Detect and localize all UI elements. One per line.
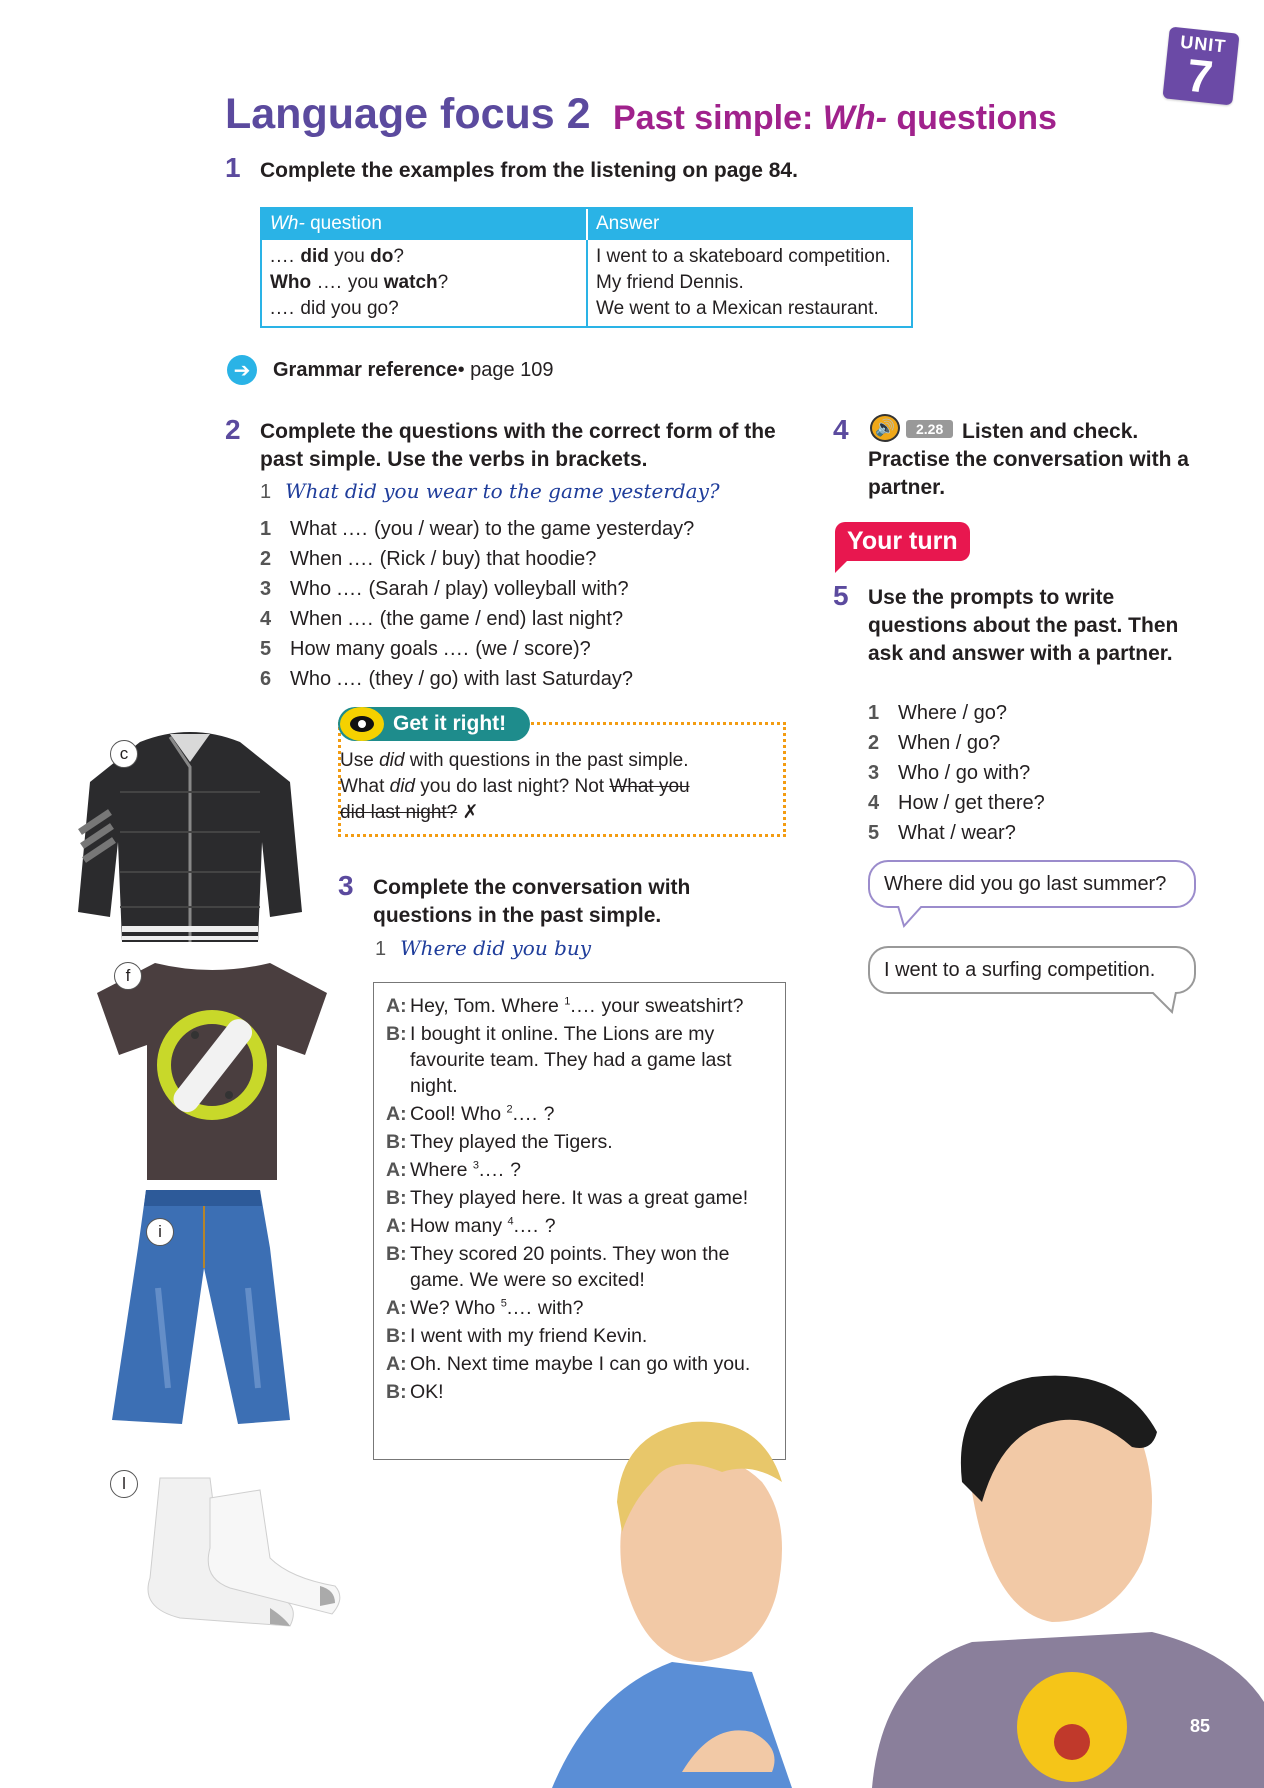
exercise-4-instruction-rest: Practise the conversation with a partner. xyxy=(868,448,1189,499)
dialogue-segment: How many xyxy=(410,1215,508,1237)
item-text: How many goals xyxy=(290,638,438,660)
exercise-1-number: 1 xyxy=(225,152,241,183)
wh-question-table xyxy=(260,207,913,328)
get-it-right-text xyxy=(340,748,780,826)
gap-dots: .... xyxy=(513,1215,540,1237)
item-number: 2 xyxy=(260,548,272,570)
exercise-1-instruction: Complete the examples from the listening on page 84. xyxy=(260,159,798,182)
image-label-f: f xyxy=(114,962,142,990)
list-item xyxy=(868,788,1045,818)
dialogue-line xyxy=(386,1213,775,1239)
item-number: 6 xyxy=(260,668,272,690)
bold-word: did xyxy=(295,246,329,267)
speaker-label: A: xyxy=(386,995,407,1017)
dialogue-text xyxy=(410,1295,583,1321)
plain-text: ? xyxy=(437,272,449,293)
exercise-2-instruction: Complete the questions with the correct form of the past simple. Use the verbs in brackets. xyxy=(260,420,776,471)
jacket-image xyxy=(70,712,310,952)
dialogue-segment: They played here. It was a great game! xyxy=(410,1187,749,1209)
unit-badge xyxy=(1162,27,1239,106)
plain-text: with questions in the past simple. xyxy=(404,750,689,771)
item-number: 1 xyxy=(868,702,880,724)
dialogue-line xyxy=(386,1241,775,1293)
dialogue-segment: OK! xyxy=(410,1381,444,1403)
speaker-label: B: xyxy=(386,1131,407,1153)
subtitle-part2: questions xyxy=(886,99,1057,137)
speech-bubble-tail xyxy=(1150,992,1180,1014)
dialogue-text xyxy=(410,1379,444,1405)
dialogue-segment: with? xyxy=(532,1297,584,1319)
example-answer: Where did you buy xyxy=(400,936,592,960)
page-title: Language focus 2 xyxy=(225,90,591,138)
unit-word: UNIT xyxy=(1179,31,1228,57)
eye-icon xyxy=(340,707,384,741)
dialogue-text xyxy=(410,1157,521,1183)
exercise-3-number: 3 xyxy=(338,870,354,901)
list-item xyxy=(260,664,694,694)
table-answer-2: My friend Dennis. xyxy=(596,272,744,293)
dialogue-segment: They scored 20 points. They won the game. We were so excited! xyxy=(410,1243,730,1291)
list-item xyxy=(260,544,694,574)
table-header-answer: Answer xyxy=(596,213,660,234)
list-item xyxy=(868,758,1045,788)
gap-dots: .... xyxy=(506,1297,533,1319)
item-text: Who / go with? xyxy=(898,762,1031,784)
plain-text: you xyxy=(328,246,371,267)
image-label-c: c xyxy=(110,740,138,768)
gap-dots: .... xyxy=(311,272,343,293)
item-text: Who xyxy=(290,578,332,600)
item-number: 4 xyxy=(868,792,880,814)
header-rest: question xyxy=(304,213,382,234)
speaker-label: B: xyxy=(386,1381,407,1403)
italic-text: did xyxy=(379,750,405,771)
dialogue-segment: We? Who xyxy=(410,1297,501,1319)
subtitle-part1: Past simple: xyxy=(613,99,823,137)
plain-text: you do last night? Not xyxy=(414,776,610,797)
arrow-right-icon: ➔ xyxy=(227,355,257,385)
dialogue-segment: ? xyxy=(538,1103,555,1125)
exercise-4-instruction-line1: Listen and check. xyxy=(962,420,1139,443)
gap-number: 2 xyxy=(506,1103,513,1116)
list-item xyxy=(260,574,694,604)
jeans-image xyxy=(108,1188,298,1428)
grammar-reference-page: • page 109 xyxy=(457,358,554,381)
speaker-label: B: xyxy=(386,1325,407,1347)
audio-speaker-icon[interactable]: 🔊 xyxy=(870,414,900,442)
bold-word: Who xyxy=(270,272,312,293)
item-number: 5 xyxy=(260,638,272,660)
table-question-1 xyxy=(270,244,578,270)
grammar-reference-label: Grammar reference xyxy=(273,358,458,381)
speaker-label: A: xyxy=(386,1103,407,1125)
exercise-4-number: 4 xyxy=(833,414,849,445)
speaker-label: A: xyxy=(386,1215,407,1237)
table-answer-1: I went to a skateboard competition. xyxy=(596,246,891,267)
gap-number: 3 xyxy=(472,1159,479,1172)
struck-text: did last night? xyxy=(340,802,458,823)
exercise-5-instruction: Use the prompts to write questions about the past. Then ask and answer with a partner. xyxy=(868,586,1179,665)
item-text: When / go? xyxy=(898,732,1001,754)
get-it-right-label: Get it right! xyxy=(338,707,530,741)
gap-dots: .... xyxy=(347,548,375,570)
plain-text: What xyxy=(340,776,390,797)
dialogue-text xyxy=(410,1101,555,1127)
boys-illustration xyxy=(552,1372,1264,1788)
table-answer-3: We went to a Mexican restaurant. xyxy=(596,298,879,319)
exercise-2-list xyxy=(260,514,694,694)
dialogue-segment: your sweatshirt? xyxy=(596,995,744,1017)
dialogue-segment: They played the Tigers. xyxy=(410,1131,613,1153)
socks-image xyxy=(120,1468,345,1633)
plain-text: did you go? xyxy=(295,298,399,319)
speaker-label: B: xyxy=(386,1023,407,1045)
answer-column xyxy=(588,240,899,326)
dialogue-segment: Oh. Next time maybe I can go with you. xyxy=(410,1353,751,1375)
item-number: 2 xyxy=(868,732,880,754)
exercise-5-list xyxy=(868,698,1045,848)
page-number: 85 xyxy=(1190,1716,1211,1736)
dialogue-text xyxy=(410,1213,556,1239)
dialogue-line xyxy=(386,1129,775,1155)
list-item xyxy=(868,728,1045,758)
list-item xyxy=(260,514,694,544)
gap-dots: .... xyxy=(478,1159,505,1181)
table-header-question xyxy=(262,209,588,240)
dialogue-line xyxy=(386,1295,775,1321)
item-text: (we / score)? xyxy=(469,638,591,660)
item-text: (the game / end) last night? xyxy=(374,608,624,630)
example-number: 1 xyxy=(260,481,272,503)
gap-dots: .... xyxy=(347,608,375,630)
exercise-5-number: 5 xyxy=(833,580,849,611)
plain-text: ? xyxy=(393,246,404,267)
bold-word: do xyxy=(370,246,394,267)
gap-dots: .... xyxy=(270,246,296,267)
dialogue-text xyxy=(410,1129,613,1155)
dialogue-text xyxy=(410,1021,775,1099)
dialogue-text xyxy=(410,1185,748,1211)
speech-bubble-tail xyxy=(896,906,926,928)
item-text: Who xyxy=(290,668,332,690)
gap-dots: .... xyxy=(336,668,363,690)
dialogue-line xyxy=(386,1323,775,1349)
item-text: What xyxy=(290,518,337,540)
example-answer: What did you wear to the game yesterday? xyxy=(285,479,720,503)
bold-word: watch xyxy=(383,272,438,293)
item-text: (Rick / buy) that hoodie? xyxy=(374,548,597,570)
gir-line-2 xyxy=(340,774,780,800)
exercise-2-example xyxy=(260,479,720,504)
dialogue-segment: Where xyxy=(410,1159,473,1181)
dialogue-text xyxy=(410,993,743,1019)
header-italic: Wh- xyxy=(270,213,305,234)
question-column xyxy=(262,240,588,326)
italic-text: did xyxy=(389,776,415,797)
item-text: (Sarah / play) volleyball with? xyxy=(362,578,629,600)
dialogue-segment: ? xyxy=(504,1159,521,1181)
dialogue-line xyxy=(386,993,775,1019)
your-turn-banner: Your turn xyxy=(835,522,970,561)
dialogue-line xyxy=(386,1157,775,1183)
dialogue-text xyxy=(410,1323,647,1349)
speech-bubble-question: Where did you go last summer? xyxy=(868,860,1196,908)
item-text: When xyxy=(290,548,343,570)
gap-number: 4 xyxy=(507,1215,514,1228)
unit-number: 7 xyxy=(1184,48,1216,104)
item-number: 1 xyxy=(260,518,272,540)
item-text: (you / wear) to the game yesterday? xyxy=(368,518,695,540)
dialogue-segment: I went with my friend Kevin. xyxy=(410,1325,648,1347)
image-label-l: l xyxy=(110,1470,138,1498)
list-item xyxy=(260,604,694,634)
cross-mark-icon: ✗ xyxy=(457,802,479,823)
gir-line-3 xyxy=(340,800,780,826)
item-text: What / wear? xyxy=(898,822,1016,844)
item-text: How / get there? xyxy=(898,792,1045,814)
grammar-reference-link[interactable] xyxy=(227,355,554,385)
gap-dots: .... xyxy=(512,1103,539,1125)
table-body xyxy=(262,240,911,326)
dialogue-line xyxy=(386,1021,775,1099)
table-question-3 xyxy=(270,296,578,322)
speech-bubble-answer: I went to a surfing competition. xyxy=(868,946,1196,994)
gap-number: 1 xyxy=(564,995,571,1008)
speaker-label: A: xyxy=(386,1159,407,1181)
dialogue-segment: Hey, Tom. Where xyxy=(410,995,565,1017)
speaker-label: B: xyxy=(386,1243,407,1265)
dialogue-segment: Cool! Who xyxy=(410,1103,507,1125)
speaker-label: B: xyxy=(386,1187,407,1209)
list-item xyxy=(868,698,1045,728)
gap-number: 5 xyxy=(500,1297,507,1310)
table-header xyxy=(262,209,911,240)
dialogue-text xyxy=(410,1241,775,1293)
item-number: 5 xyxy=(868,822,880,844)
item-text: When xyxy=(290,608,343,630)
gap-dots: .... xyxy=(336,578,363,600)
table-question-2 xyxy=(270,270,578,296)
speaker-label: A: xyxy=(386,1297,407,1319)
dialogue-segment: ? xyxy=(539,1215,556,1237)
page-subtitle xyxy=(613,99,1057,138)
gap-dots: .... xyxy=(342,518,369,540)
gir-line-1 xyxy=(340,748,780,774)
gap-dots: .... xyxy=(570,995,597,1017)
gap-dots: .... xyxy=(270,298,296,319)
example-number: 1 xyxy=(375,938,387,960)
speaker-label: A: xyxy=(386,1353,407,1375)
item-text: Where / go? xyxy=(898,702,1007,724)
dialogue-segment: I bought it online. The Lions are my favourite team. They had a game last night. xyxy=(410,1023,732,1097)
plain-text: Use xyxy=(340,750,380,771)
dialogue-line xyxy=(386,1101,775,1127)
audio-track-badge: 2.28 xyxy=(906,420,953,438)
list-item xyxy=(868,818,1045,848)
exercise-3-instruction: Complete the conversation with questions in the past simple. xyxy=(373,876,691,927)
list-item xyxy=(260,634,694,664)
gap-dots: .... xyxy=(443,638,470,660)
subtitle-italic: Wh- xyxy=(822,99,887,137)
dialogue-line xyxy=(386,1185,775,1211)
struck-text: What you xyxy=(609,776,690,797)
item-number: 3 xyxy=(868,762,880,784)
item-number: 4 xyxy=(260,608,272,630)
image-label-i: i xyxy=(146,1218,174,1246)
plain-text: you xyxy=(342,272,384,293)
exercise-2-number: 2 xyxy=(225,414,241,445)
item-number: 3 xyxy=(260,578,272,600)
item-text: (they / go) with last Saturday? xyxy=(362,668,634,690)
exercise-3-example xyxy=(375,936,591,961)
